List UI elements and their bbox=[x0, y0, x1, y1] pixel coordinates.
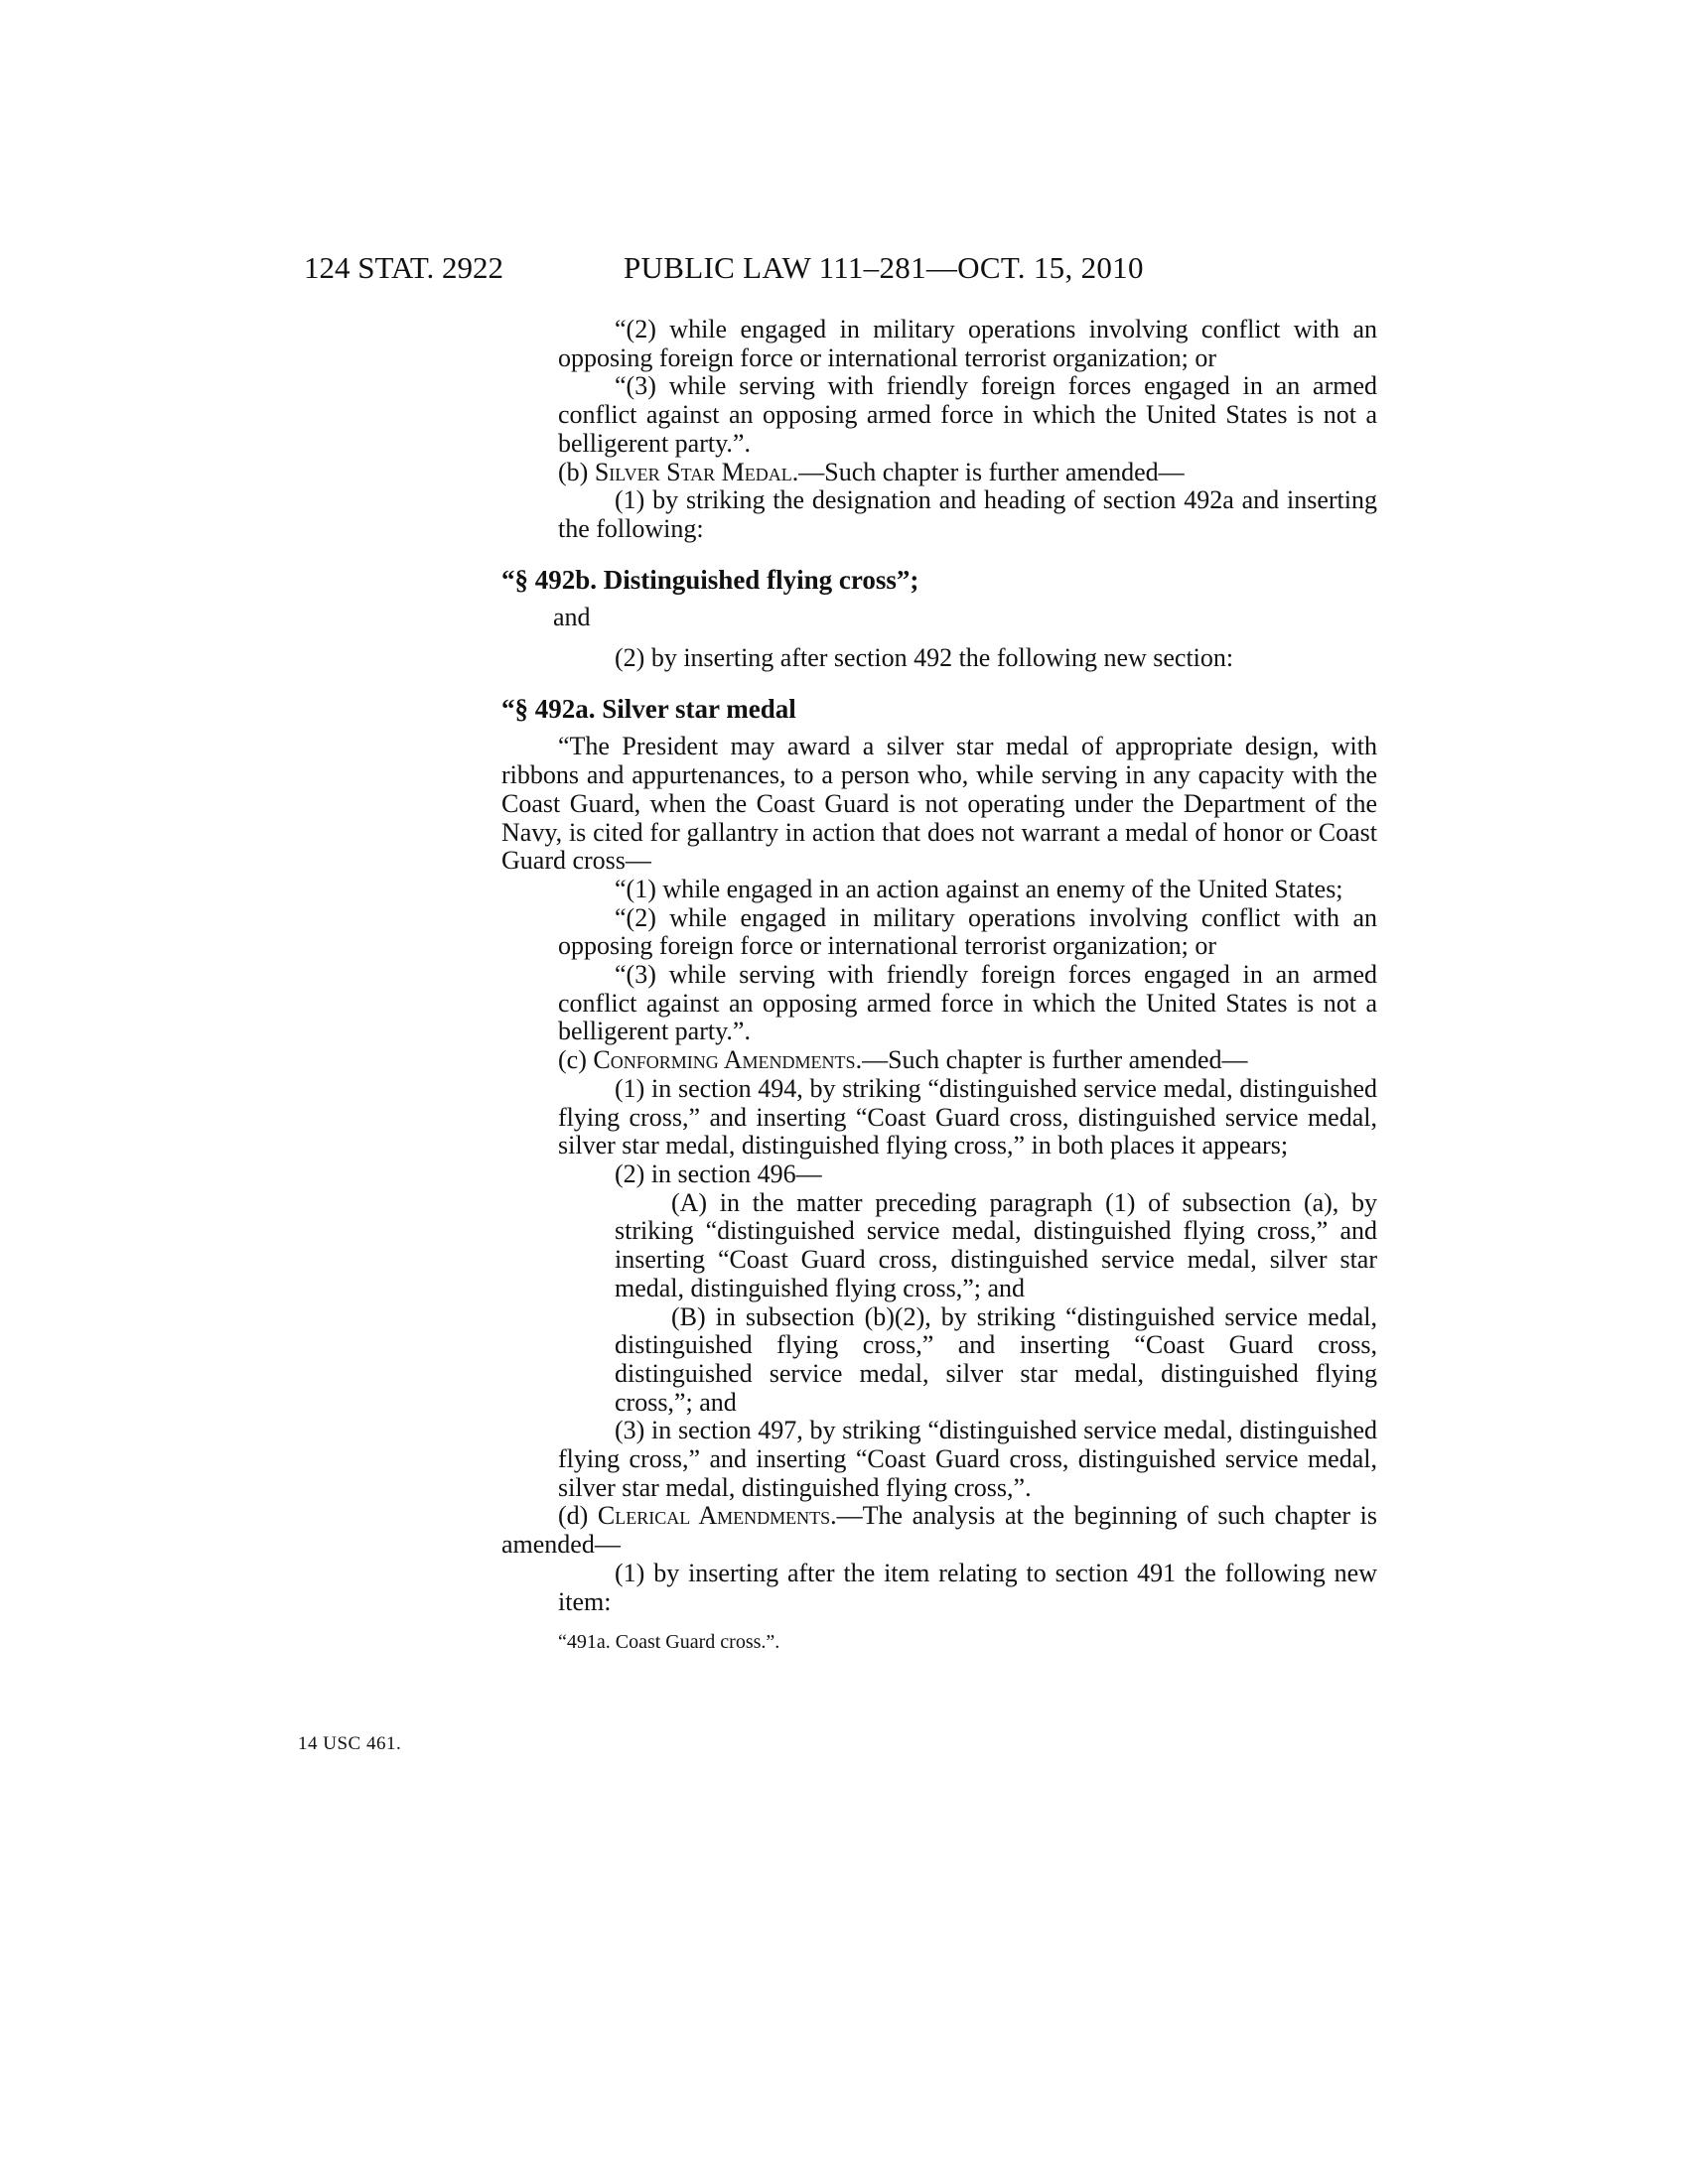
subsection-c-conforming-amendments bbox=[501, 1046, 1377, 1075]
section-492a-clause-3: “(3) while serving with friendly foreign forces engaged in an armed conflict against an opposing armed force in which the United States is not a belligerent party.”. bbox=[558, 960, 1377, 1046]
paragraph-c-2: (2) in section 496— bbox=[615, 1159, 822, 1188]
new-analysis-item: “491a. Coast Guard cross.”. bbox=[558, 1631, 780, 1654]
section-492a-clause-2: “(2) while engaged in military operations involving conflict with an opposing foreign force or international terrorist organization; or bbox=[558, 902, 1377, 961]
paragraph-subsection-3-continued: “(3) while serving with friendly foreign forces engaged in an armed conflict against an opposing armed force in which the United States is not a belligerent party.”. bbox=[558, 371, 1377, 458]
subparagraph-c-2-a: (A) in the matter preceding paragraph (1) of subsection (a), by striking “distinguished service medal, distinguished flying cross,” and inserting “Coast Guard cross, distinguished service medal, silver star medal, distinguished flying cross,”; and bbox=[615, 1187, 1377, 1302]
subsection-heading: Clerical Amendments bbox=[597, 1501, 831, 1531]
paragraph-c-1: (1) in section 494, by striking “distinguished service medal, distinguished flying cross,” and inserting “Coast Guard cross, distinguished service medal, silver star medal, distinguished flying cross,” in both places it appears; bbox=[558, 1073, 1377, 1160]
and-connector: and bbox=[553, 603, 591, 632]
section-492a-clause-1: “(1) while engaged in an action against an enemy of the United States; bbox=[615, 874, 1343, 903]
statute-reference: 124 STAT. 2922 bbox=[304, 250, 504, 285]
paragraph-subsection-2-continued: “(2) while engaged in military operations involving conflict with an opposing foreign force or international terrorist organization; or bbox=[558, 315, 1377, 372]
statute-body bbox=[501, 316, 1377, 1657]
section-heading-492b: “§ 492b. Distinguished flying cross”; bbox=[501, 564, 919, 595]
subsection-label: (d) bbox=[558, 1501, 598, 1531]
margin-note-usc: 14 USC 461. bbox=[298, 1733, 402, 1754]
paragraph-b-1: (1) by striking the designation and heading of section 492a and inserting the following: bbox=[558, 485, 1377, 543]
subsection-label: (c) bbox=[558, 1045, 594, 1075]
subsection-text: .—Such chapter is further amended— bbox=[855, 1045, 1248, 1075]
subsection-d-clerical-amendments bbox=[501, 1502, 1377, 1559]
paragraph-d-1: (1) by inserting after the item relating to section 491 the following new item: bbox=[558, 1558, 1377, 1616]
public-law-title: PUBLIC LAW 111–281—OCT. 15, 2010 bbox=[624, 250, 1144, 285]
subsection-b-silver-star-medal bbox=[501, 459, 1377, 487]
page-header bbox=[0, 250, 1688, 290]
subsection-heading: Conforming Amendments bbox=[593, 1045, 856, 1075]
subparagraph-c-2-b: (B) in subsection (b)(2), by striking “distinguished service medal, distinguished flying cross,” and inserting “Coast Guard cross, distinguished service medal, silver star medal, distinguished flying cross,”; and bbox=[615, 1301, 1377, 1417]
section-492a-text: “The President may award a silver star medal of appropriate design, with ribbons and appurtenances, to a person who, while serving in any capacity with the Coast Guard, when the Coast Guard is not operating under the Department of the Navy, is cited for gallantry in action that does not warrant a medal of honor or Coast Guard cross— bbox=[501, 732, 1377, 876]
subsection-text: .—The analysis at the beginning of such chapter is amended— bbox=[501, 1501, 1377, 1560]
paragraph-b-2: (2) by inserting after section 492 the following new section: bbox=[615, 643, 1234, 673]
subsection-label: (b) bbox=[558, 457, 595, 486]
paragraph-c-3: (3) in section 497, by striking “distinguished service medal, distinguished flying cross,” and inserting “Coast Guard cross, distinguished service medal, silver star medal, distinguished flying cross,”. bbox=[558, 1416, 1377, 1502]
subsection-heading: Silver Star Medal bbox=[594, 457, 792, 486]
subsection-text: .—Such chapter is further amended— bbox=[791, 457, 1185, 486]
section-heading-492a: “§ 492a. Silver star medal bbox=[501, 693, 796, 724]
